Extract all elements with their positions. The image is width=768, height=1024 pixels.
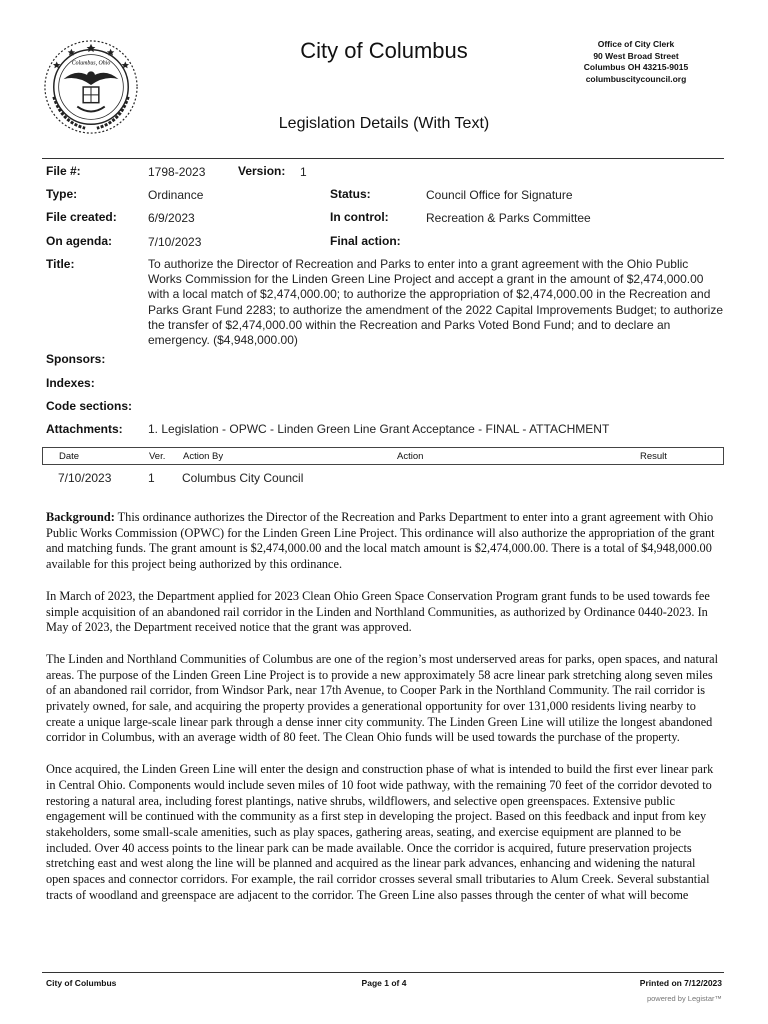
legislation-text — [46, 510, 720, 919]
powered-by: powered by Legistar™ — [646, 994, 722, 1003]
title-value: To authorize the Director of Recreation and Parks to enter into a grant agreement with the Ohio Public Works Commission for the Linden Green Line Project and accept a grant in the amount of $2,474,000.00 with a local match of $2,474,000.00; to authorize the appropriation of $2,474,000.00 in the Recreation and Parks Grant Fund 2283; to authorize the amendment of the 2022 Capital Improvements Budget; to authorize the transfer of $2,474,000.00 within the Recreation and Parks Voted Bond Fund; and to declare an emergency. ($4,948,000.00) — [148, 257, 724, 348]
status-value: Council Office for Signature — [426, 188, 573, 202]
indexes-label: Indexes: — [46, 376, 95, 390]
history-col-action: Action — [397, 451, 424, 462]
file-created-value: 6/9/2023 — [148, 211, 195, 225]
city-title: City of Columbus — [300, 38, 468, 63]
history-col-result: Result — [640, 451, 667, 462]
footer-divider — [42, 972, 724, 973]
title-label: Title: — [46, 257, 75, 271]
paragraph: In March of 2023, the Department applied for 2023 Clean Ohio Green Space Conservation Program grant funds to be used towards fee simple acquisition of an abandoned rail corridor in the Linden and Northland Communities, as authorized by Ordinance 0440-2023. In May of 2023, the Department received notice that the grant was approved. — [46, 588, 710, 635]
attachment-link[interactable]: 1. Legislation - OPWC - Linden Green Line Grant Acceptance - FINAL - ATTACHMENT — [148, 422, 610, 436]
in-control-value: Recreation & Parks Committee — [426, 211, 591, 225]
final-action-label: Final action: — [330, 234, 401, 248]
history-col-ver: Ver. — [149, 451, 166, 462]
clerk-line: Columbus OH 43215-9015 — [583, 62, 689, 72]
version-value: 1 — [300, 165, 307, 179]
background-label: Background: — [46, 510, 115, 524]
paragraph-text: This ordinance authorizes the Director of the Recreation and Parks Department to enter into a grant agreement with Ohio Public Works Commission (OPWC) for the Linden Green Line Project. This ordinance will also authorize the appropriation of the grant and matching funds. The grant amount is $2,474,000.00 and the local match amount is $2,474,000.00. There is a total of $4,948,000.00 available for this project being authorized by this ordinance. — [46, 510, 715, 572]
sponsors-label: Sponsors: — [46, 352, 106, 366]
on-agenda-value: 7/10/2023 — [148, 235, 202, 249]
history-action-by: Columbus City Council — [182, 471, 304, 485]
attachments-label: Attachments: — [46, 422, 123, 436]
history-col-date: Date — [59, 451, 80, 462]
version-label: Version: — [238, 164, 286, 178]
on-agenda-label: On agenda: — [46, 234, 113, 248]
paragraph-background — [46, 510, 720, 573]
clerk-line: columbuscitycouncil.org — [585, 73, 687, 84]
page-heading: Legislation Details (With Text) — [278, 115, 490, 132]
paragraph: Once acquired, the Linden Green Line will enter the design and construction phase of what is intended to build the first ever linear park in Central Ohio. Components would include seven miles of 10 foot wide pathway, with the remaining 70 feet of the corridor devoted to restoring a natural area, including forest plantings, native shrubs, wildflowers, and selective open greenspaces. Extensive public engagement will be continued with the community as a first step in developing the project. Based on this feedback and input from key stakeholders, some small-scale amenities, such as play spaces, gathering areas, seating, and exercise equipment are planned to be included. Over 40 access points to the linear park can be made available. Once the corridor is acquired, future preservation projects stretching east and west along the line will be planned and acquired as the linear park advances, enhancing and widening the natural open spaces and connector corridors. For example, the rail corridor crosses several small tributaries to Alum Creek. Several substantial tracts of woodland and greenspace are adjacent to the corridor. The Green Line also passes through the center of what will become — [46, 762, 714, 902]
file-created-label: File created: — [46, 210, 117, 224]
file-number-label: File #: — [46, 164, 81, 178]
footer-printed-date: Printed on 7/12/2023 — [639, 978, 722, 988]
clerk-line: 90 West Broad Street — [593, 50, 679, 61]
history-table-header — [42, 447, 724, 465]
seal-text: Columbus, Ohio — [71, 60, 111, 67]
file-number-value: 1798-2023 — [148, 165, 206, 179]
history-ver: 1 — [148, 471, 155, 485]
history-col-action-by: Action By — [183, 451, 224, 462]
in-control-label: In control: — [330, 210, 389, 224]
divider — [42, 158, 724, 159]
history-date: 7/10/2023 — [58, 471, 112, 485]
footer-city: City of Columbus — [46, 978, 117, 988]
code-sections-label: Code sections: — [46, 399, 133, 413]
type-value: Ordinance — [148, 188, 204, 202]
footer-page-number: Page 1 of 4 — [361, 978, 407, 988]
clerk-address — [556, 39, 716, 85]
paragraph: The Linden and Northland Communities of Columbus are one of the region’s most underserved areas for parks, open spaces, and natural areas. The purpose of the Linden Green Line Project is to provide a new approximately 58 acre linear park stretching along seven miles of an abandoned rail corridor, from Windsor Park, near 17th Avenue, to Cooper Park in the Northland Community. The rail corridor is privately owned, for sale, and acquiring the property provides a generational opportunity for over 131,000 residents living nearby to create a unique large-scale linear park through a dense inner city community. The Linden Green Line will utilize the longest abandoned corridor in Columbus, with an average width of 80 feet. The Clean Ohio funds will be used towards the purchase of the property. — [46, 651, 719, 745]
status-label: Status: — [330, 187, 371, 201]
clerk-line: Office of City Clerk — [597, 39, 675, 49]
type-label: Type: — [46, 187, 78, 201]
